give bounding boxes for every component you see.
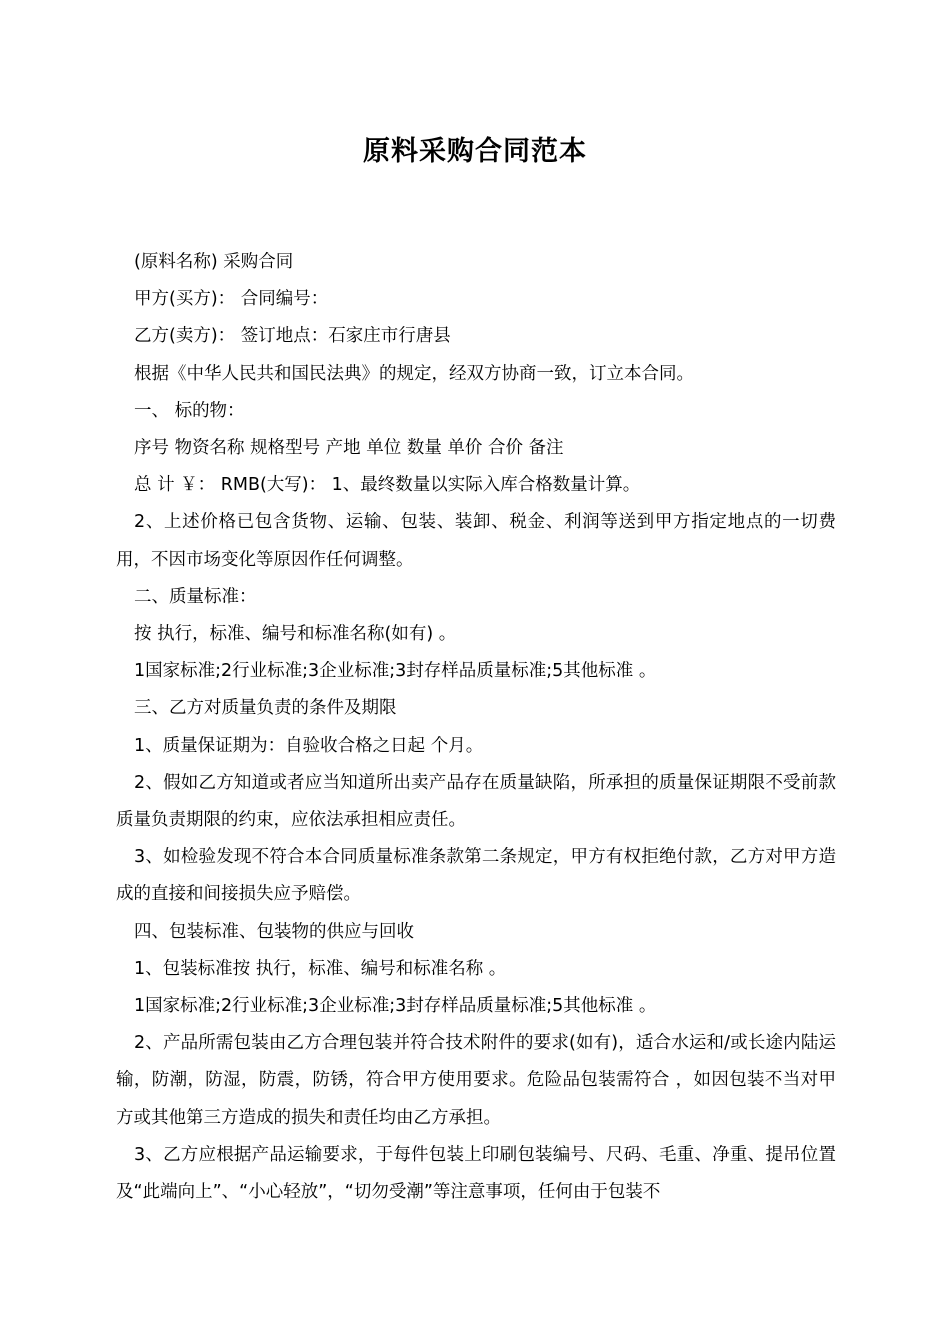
document-body <box>116 244 836 1211</box>
paragraph: 3、乙方应根据产品运输要求，于每件包装上印刷包装编号、尺码、毛重、净重、提吊位置及“此端向上”、“小心轻放”，“切勿受潮”等注意事项，任何由于包装不 <box>116 1144 836 1203</box>
section-heading: 三、乙方对质量负责的条件及期限 <box>134 698 397 719</box>
paragraph: 1、质量保证期为：自验收合格之日起 个月。 <box>134 735 484 756</box>
paragraph: 2、假如乙方知道或者应当知道所出卖产品存在质量缺陷，所承担的质量保证期限不受前款质量负责期限的约束，应依法承担相应责任。 <box>116 772 836 831</box>
paragraph: (原料名称) 采购合同 <box>134 252 294 272</box>
section-heading: 二、质量标准： <box>134 586 257 607</box>
paragraph: 1、包装标准按 执行，标准、编号和标准名称 。 <box>134 958 507 979</box>
paragraph: 根据《中华人民共和国民法典》的规定，经双方协商一致，订立本合同。 <box>134 363 694 384</box>
paragraph: 甲方(买方)： 合同编号： <box>134 289 329 310</box>
document-title: 原料采购合同范本 <box>363 136 587 167</box>
paragraph: 总 计 ￥： RMB(大写)： 1、最终数量以实际入库合格数量计算。 <box>134 475 641 496</box>
section-heading: 四、包装标准、包装物的供应与回收 <box>134 921 414 942</box>
paragraph: 1国家标准;2行业标准;3企业标准;3封存样品质量标准;5其他标准 。 <box>134 996 657 1017</box>
paragraph: 序号 物资名称 规格型号 产地 单位 数量 单价 合价 备注 <box>134 438 564 459</box>
paragraph: 2、上述价格已包含货物、运输、包装、装卸、税金、利润等送到甲方指定地点的一切费用，不因市场变化等原因作任何调整。 <box>116 512 836 570</box>
paragraph: 3、如检验发现不符合本合同质量标准条款第二条规定，甲方有权拒绝付款，乙方对甲方造成的直接和间接损失应予赔偿。 <box>116 847 836 905</box>
paragraph: 乙方(卖方)： 签订地点：石家庄市行唐县 <box>134 326 451 347</box>
paragraph: 按 执行，标准、编号和标准名称(如有) 。 <box>134 624 457 645</box>
paragraph: 1国家标准;2行业标准;3企业标准;3封存样品质量标准;5其他标准 。 <box>134 661 657 682</box>
section-heading: 一、 标的物： <box>134 400 245 421</box>
paragraph: 2、产品所需包装由乙方合理包装并符合技术附件的要求(如有)，适合水运和/或长途内陆运输，防潮，防湿，防震，防锈，符合甲方使用要求。危险品包装需符合 ，如因包装不当对甲方或其他第三方造成的损失和责任均由乙方承担。 <box>116 1033 836 1128</box>
